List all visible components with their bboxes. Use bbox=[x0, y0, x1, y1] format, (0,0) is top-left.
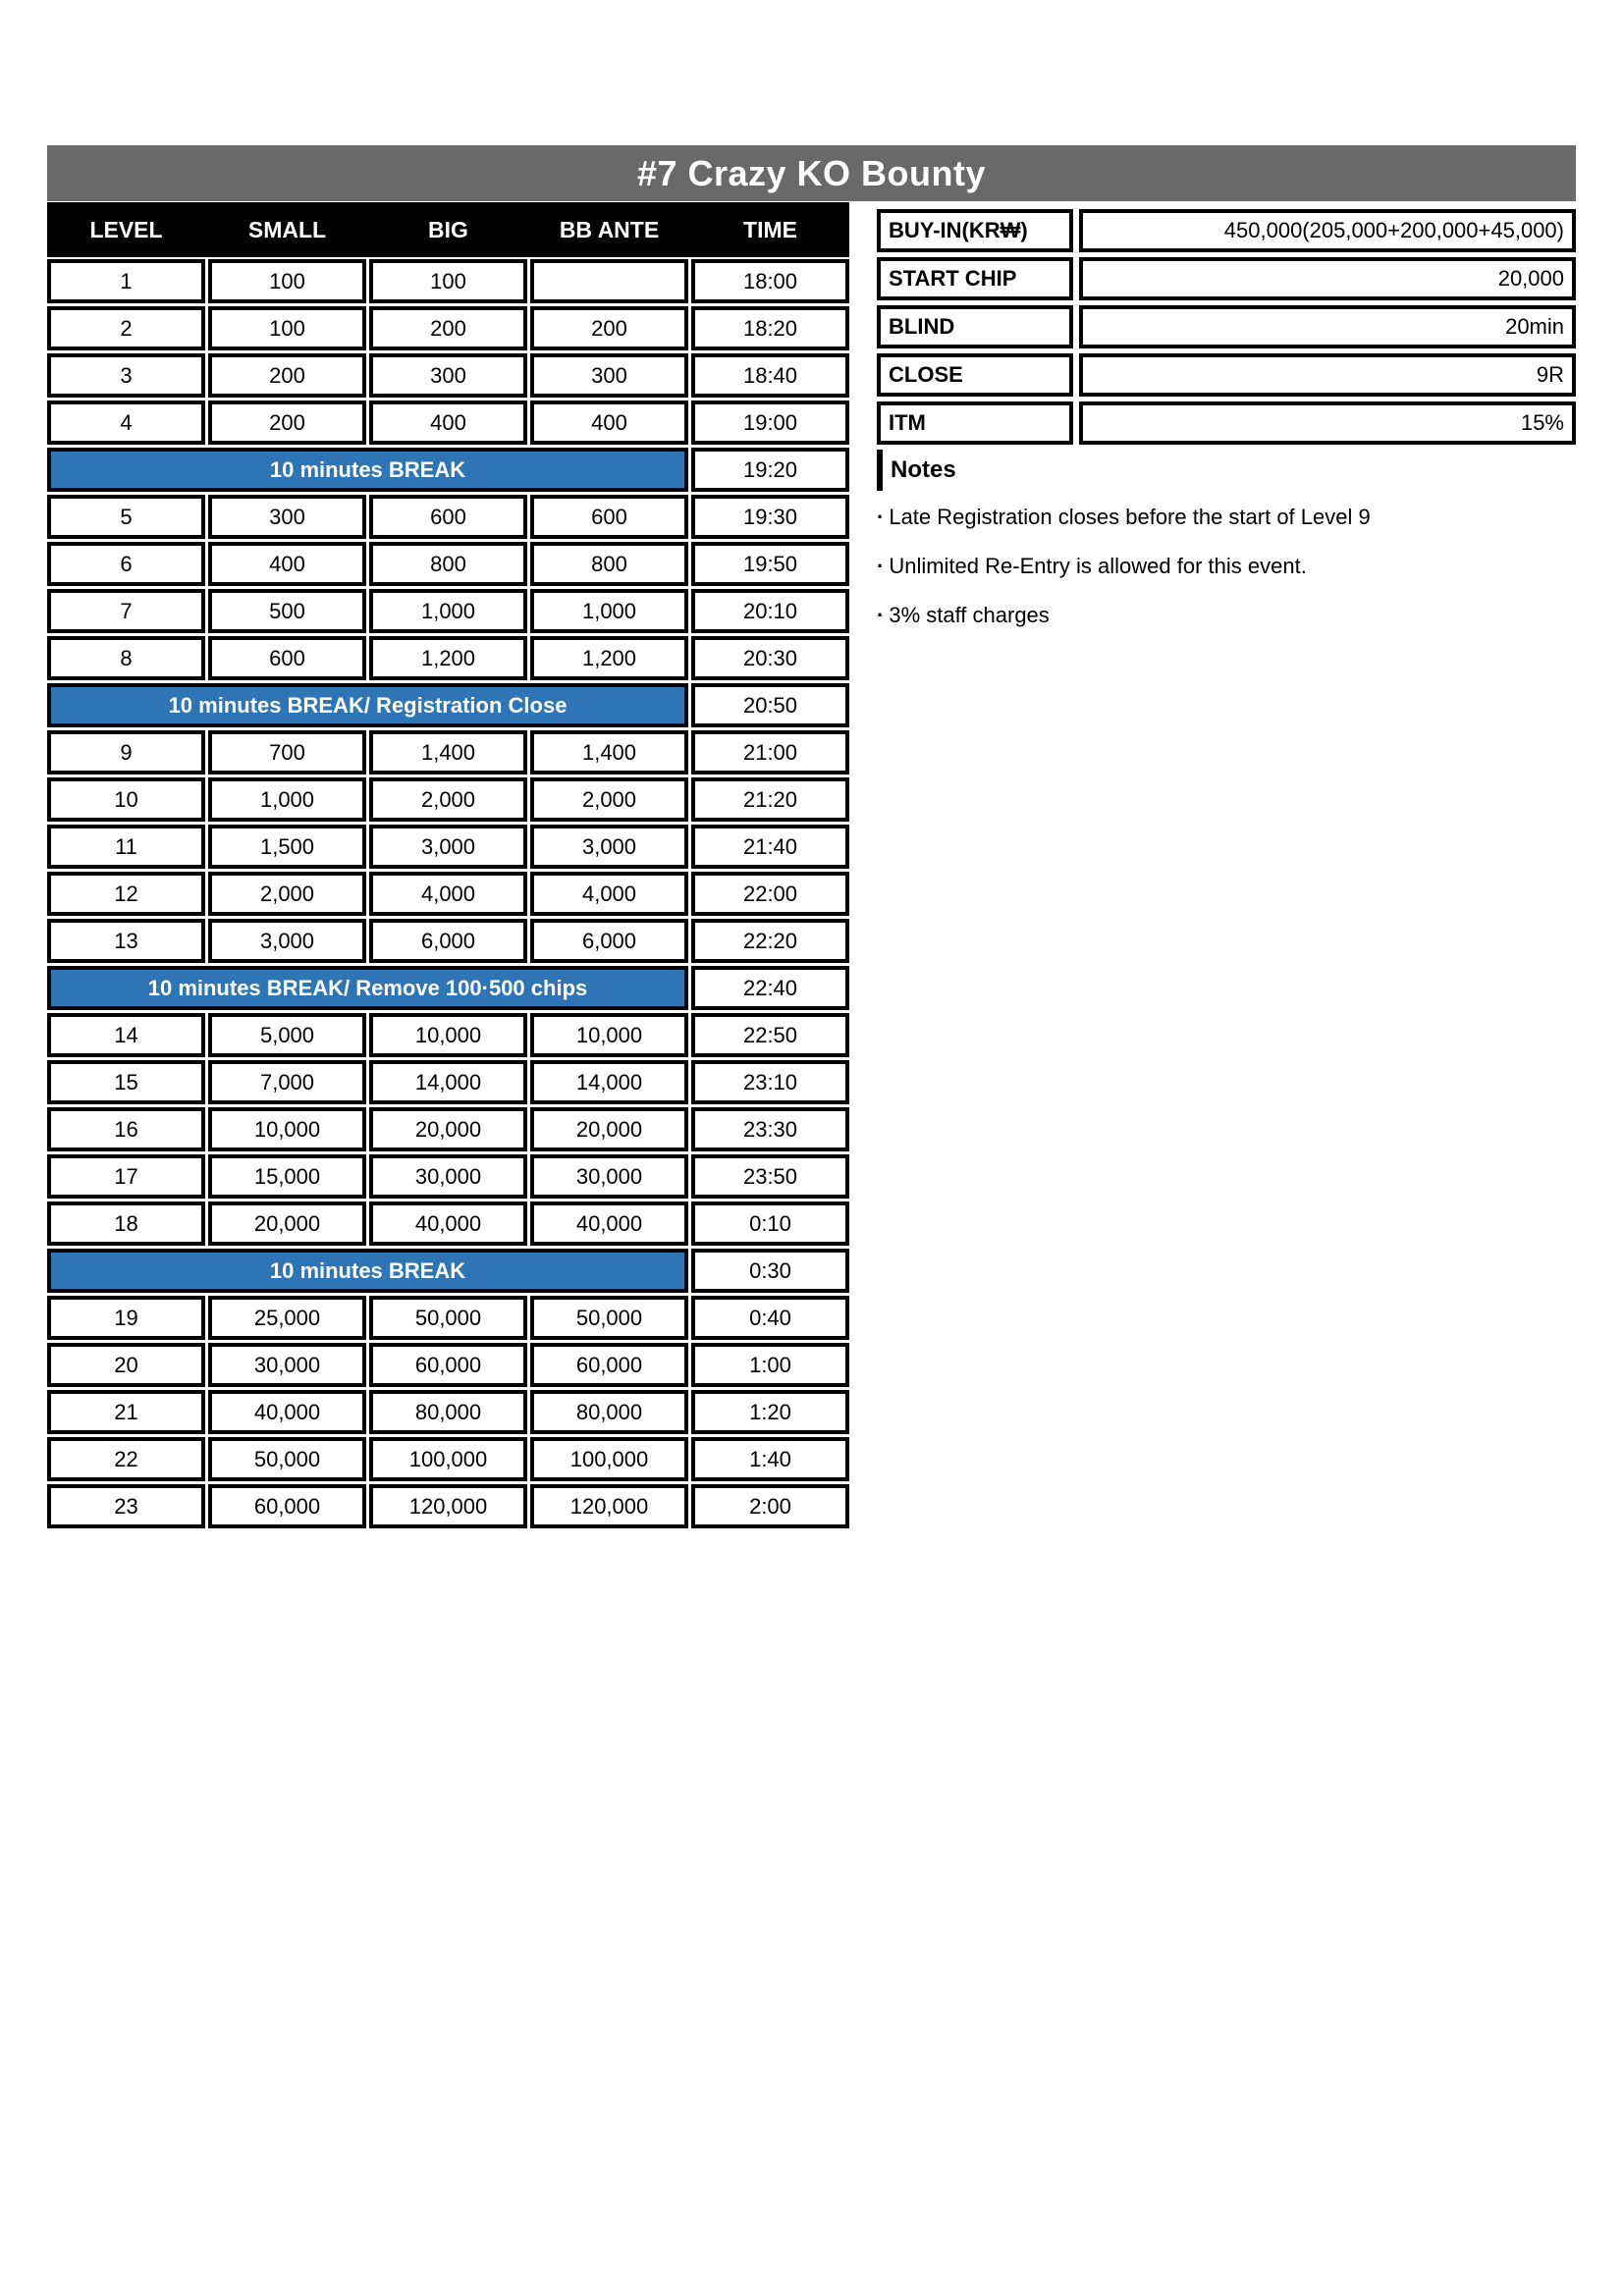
big-blind-cell: 600 bbox=[369, 495, 527, 539]
level-cell: 14 bbox=[47, 1013, 205, 1057]
bb-ante-cell: 1,200 bbox=[530, 636, 688, 680]
big-blind-cell: 200 bbox=[369, 306, 527, 350]
time-cell: 22:50 bbox=[691, 1013, 849, 1057]
bb-ante-cell bbox=[530, 259, 688, 303]
small-blind-cell: 300 bbox=[208, 495, 366, 539]
page-title-text: #7 Crazy KO Bounty bbox=[636, 152, 987, 193]
column-header-time: TIME bbox=[743, 216, 797, 242]
time-cell: 21:00 bbox=[691, 730, 849, 774]
small-blind-cell: 60,000 bbox=[208, 1484, 366, 1528]
time-cell: 1:00 bbox=[691, 1343, 849, 1387]
note-text: Late Registration closes before the start of Level 9 bbox=[889, 505, 1371, 529]
bb-ante-cell: 100,000 bbox=[530, 1437, 688, 1481]
time-cell: 19:30 bbox=[691, 495, 849, 539]
small-blind-cell: 40,000 bbox=[208, 1390, 366, 1434]
small-blind-cell: 700 bbox=[208, 730, 366, 774]
time-cell: 1:40 bbox=[691, 1437, 849, 1481]
column-header-small: SMALL bbox=[247, 216, 327, 242]
level-cell: 4 bbox=[47, 400, 205, 445]
small-blind-cell: 25,000 bbox=[208, 1296, 366, 1340]
level-cell: 16 bbox=[47, 1107, 205, 1151]
level-cell: 1 bbox=[47, 259, 205, 303]
time-cell: 23:10 bbox=[691, 1060, 849, 1104]
info-label: CLOSE bbox=[877, 353, 1073, 397]
note-bullet-icon: · bbox=[877, 505, 885, 529]
small-blind-cell: 15,000 bbox=[208, 1154, 366, 1199]
time-cell: 18:40 bbox=[691, 353, 849, 398]
big-blind-cell: 10,000 bbox=[369, 1013, 527, 1057]
time-cell: 0:40 bbox=[691, 1296, 849, 1340]
time-cell: 20:50 bbox=[691, 683, 849, 727]
small-blind-cell: 200 bbox=[208, 400, 366, 445]
info-value: 9R bbox=[1079, 353, 1576, 397]
note-bullet-icon: · bbox=[877, 603, 885, 627]
break-label-cell: 10 minutes BREAK bbox=[47, 448, 688, 492]
bb-ante-cell: 1,400 bbox=[530, 730, 688, 774]
note-text: 3% staff charges bbox=[889, 603, 1050, 627]
big-blind-cell: 1,200 bbox=[369, 636, 527, 680]
level-cell: 15 bbox=[47, 1060, 205, 1104]
column-header-level: LEVEL bbox=[89, 216, 163, 242]
small-blind-cell: 7,000 bbox=[208, 1060, 366, 1104]
column-header-bb-ante: BB ANTE bbox=[559, 216, 660, 242]
small-blind-cell: 50,000 bbox=[208, 1437, 366, 1481]
level-cell: 2 bbox=[47, 306, 205, 350]
blind-table-header-row bbox=[47, 202, 849, 257]
bb-ante-cell: 40,000 bbox=[530, 1201, 688, 1246]
small-blind-cell: 100 bbox=[208, 306, 366, 350]
big-blind-cell: 100,000 bbox=[369, 1437, 527, 1481]
bb-ante-cell: 120,000 bbox=[530, 1484, 688, 1528]
info-value: 15% bbox=[1079, 401, 1576, 445]
small-blind-cell: 5,000 bbox=[208, 1013, 366, 1057]
time-cell: 19:00 bbox=[691, 400, 849, 445]
time-cell: 20:30 bbox=[691, 636, 849, 680]
info-row bbox=[877, 257, 1576, 300]
info-value: 450,000(205,000+200,000+45,000) bbox=[1079, 209, 1576, 252]
level-cell: 6 bbox=[47, 542, 205, 586]
big-blind-cell: 40,000 bbox=[369, 1201, 527, 1246]
note-item bbox=[877, 554, 1576, 579]
level-cell: 22 bbox=[47, 1437, 205, 1481]
time-cell: 21:20 bbox=[691, 777, 849, 822]
level-cell: 5 bbox=[47, 495, 205, 539]
time-cell: 22:00 bbox=[691, 872, 849, 916]
page-title bbox=[47, 145, 1576, 201]
small-blind-cell: 2,000 bbox=[208, 872, 366, 916]
big-blind-cell: 60,000 bbox=[369, 1343, 527, 1387]
bb-ante-cell: 600 bbox=[530, 495, 688, 539]
bb-ante-cell: 400 bbox=[530, 400, 688, 445]
big-blind-cell: 300 bbox=[369, 353, 527, 398]
info-label: BUY-IN(KR₩) bbox=[877, 209, 1073, 252]
break-label-cell: 10 minutes BREAK/ Remove 100·500 chips bbox=[47, 966, 688, 1010]
level-cell: 8 bbox=[47, 636, 205, 680]
big-blind-cell: 20,000 bbox=[369, 1107, 527, 1151]
big-blind-cell: 3,000 bbox=[369, 825, 527, 869]
info-row bbox=[877, 401, 1576, 445]
small-blind-cell: 500 bbox=[208, 589, 366, 633]
time-cell: 22:40 bbox=[691, 966, 849, 1010]
bb-ante-cell: 60,000 bbox=[530, 1343, 688, 1387]
big-blind-cell: 800 bbox=[369, 542, 527, 586]
bb-ante-cell: 4,000 bbox=[530, 872, 688, 916]
small-blind-cell: 30,000 bbox=[208, 1343, 366, 1387]
time-cell: 0:10 bbox=[691, 1201, 849, 1246]
info-label: ITM bbox=[877, 401, 1073, 445]
time-cell: 19:50 bbox=[691, 542, 849, 586]
time-cell: 19:20 bbox=[691, 448, 849, 492]
time-cell: 2:00 bbox=[691, 1484, 849, 1528]
info-value: 20,000 bbox=[1079, 257, 1576, 300]
level-cell: 23 bbox=[47, 1484, 205, 1528]
bb-ante-cell: 14,000 bbox=[530, 1060, 688, 1104]
info-row bbox=[877, 353, 1576, 397]
big-blind-cell: 120,000 bbox=[369, 1484, 527, 1528]
big-blind-cell: 80,000 bbox=[369, 1390, 527, 1434]
small-blind-cell: 3,000 bbox=[208, 919, 366, 963]
bb-ante-cell: 20,000 bbox=[530, 1107, 688, 1151]
tournament-info-panel bbox=[877, 209, 1576, 450]
small-blind-cell: 400 bbox=[208, 542, 366, 586]
small-blind-cell: 600 bbox=[208, 636, 366, 680]
small-blind-cell: 1,500 bbox=[208, 825, 366, 869]
level-cell: 18 bbox=[47, 1201, 205, 1246]
info-label: START CHIP bbox=[877, 257, 1073, 300]
time-cell: 20:10 bbox=[691, 589, 849, 633]
bb-ante-cell: 30,000 bbox=[530, 1154, 688, 1199]
big-blind-cell: 100 bbox=[369, 259, 527, 303]
big-blind-cell: 1,400 bbox=[369, 730, 527, 774]
level-cell: 17 bbox=[47, 1154, 205, 1199]
note-item bbox=[877, 505, 1576, 530]
time-cell: 23:30 bbox=[691, 1107, 849, 1151]
bb-ante-cell: 300 bbox=[530, 353, 688, 398]
big-blind-cell: 4,000 bbox=[369, 872, 527, 916]
big-blind-cell: 6,000 bbox=[369, 919, 527, 963]
small-blind-cell: 1,000 bbox=[208, 777, 366, 822]
level-cell: 7 bbox=[47, 589, 205, 633]
note-text: Unlimited Re-Entry is allowed for this event. bbox=[889, 554, 1307, 578]
bb-ante-cell: 1,000 bbox=[530, 589, 688, 633]
notes-list bbox=[877, 505, 1576, 628]
time-cell: 23:50 bbox=[691, 1154, 849, 1199]
time-cell: 18:20 bbox=[691, 306, 849, 350]
small-blind-cell: 100 bbox=[208, 259, 366, 303]
time-cell: 22:20 bbox=[691, 919, 849, 963]
small-blind-cell: 200 bbox=[208, 353, 366, 398]
level-cell: 3 bbox=[47, 353, 205, 398]
level-cell: 21 bbox=[47, 1390, 205, 1434]
time-cell: 1:20 bbox=[691, 1390, 849, 1434]
bb-ante-cell: 80,000 bbox=[530, 1390, 688, 1434]
blind-structure-table bbox=[47, 202, 849, 1528]
big-blind-cell: 14,000 bbox=[369, 1060, 527, 1104]
big-blind-cell: 400 bbox=[369, 400, 527, 445]
big-blind-cell: 1,000 bbox=[369, 589, 527, 633]
level-cell: 11 bbox=[47, 825, 205, 869]
notes-section bbox=[877, 450, 1576, 652]
big-blind-cell: 50,000 bbox=[369, 1296, 527, 1340]
bb-ante-cell: 10,000 bbox=[530, 1013, 688, 1057]
info-row bbox=[877, 305, 1576, 348]
level-cell: 19 bbox=[47, 1296, 205, 1340]
bb-ante-cell: 2,000 bbox=[530, 777, 688, 822]
bb-ante-cell: 6,000 bbox=[530, 919, 688, 963]
info-row bbox=[877, 209, 1576, 252]
bb-ante-cell: 3,000 bbox=[530, 825, 688, 869]
note-bullet-icon: · bbox=[877, 554, 885, 578]
big-blind-cell: 2,000 bbox=[369, 777, 527, 822]
level-cell: 20 bbox=[47, 1343, 205, 1387]
bb-ante-cell: 800 bbox=[530, 542, 688, 586]
level-cell: 13 bbox=[47, 919, 205, 963]
notes-title: Notes bbox=[877, 450, 1576, 491]
info-label: BLIND bbox=[877, 305, 1073, 348]
bb-ante-cell: 50,000 bbox=[530, 1296, 688, 1340]
blind-structure-rows bbox=[47, 259, 849, 1528]
level-cell: 12 bbox=[47, 872, 205, 916]
column-header-big: BIG bbox=[428, 216, 468, 242]
note-item bbox=[877, 603, 1576, 628]
break-label-cell: 10 minutes BREAK/ Registration Close bbox=[47, 683, 688, 727]
level-cell: 9 bbox=[47, 730, 205, 774]
big-blind-cell: 30,000 bbox=[369, 1154, 527, 1199]
time-cell: 21:40 bbox=[691, 825, 849, 869]
time-cell: 0:30 bbox=[691, 1249, 849, 1293]
small-blind-cell: 10,000 bbox=[208, 1107, 366, 1151]
time-cell: 18:00 bbox=[691, 259, 849, 303]
break-label-cell: 10 minutes BREAK bbox=[47, 1249, 688, 1293]
small-blind-cell: 20,000 bbox=[208, 1201, 366, 1246]
bb-ante-cell: 200 bbox=[530, 306, 688, 350]
level-cell: 10 bbox=[47, 777, 205, 822]
info-value: 20min bbox=[1079, 305, 1576, 348]
